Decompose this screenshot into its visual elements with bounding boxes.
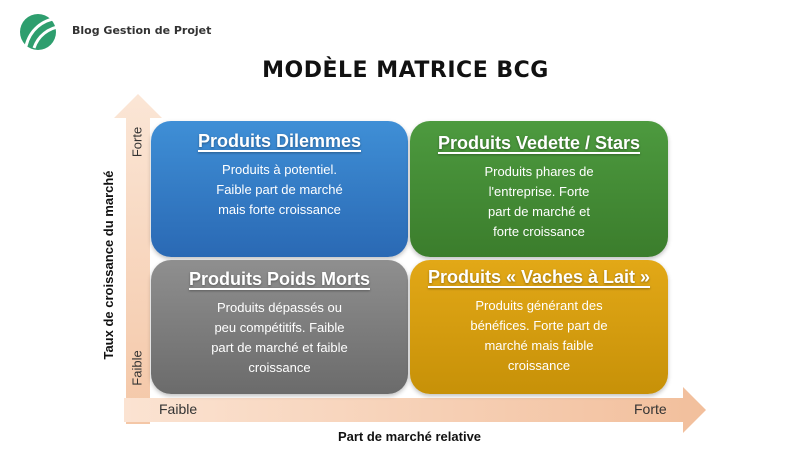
x-axis-high-label: Forte — [634, 401, 667, 417]
x-axis-label-text: Part de marché relative — [337, 429, 482, 444]
quadrant-poids-morts — [151, 260, 408, 394]
y-axis-label: Taux de croissance du marché — [101, 170, 116, 360]
quadrant-vaches-a-lait-title: Produits « Vaches à Lait » — [427, 267, 651, 287]
page-title: MODÈLE MATRICE BCG — [262, 58, 549, 83]
y-axis-high-label: Forte — [129, 126, 145, 158]
brand-name: Blog Gestion de Projet — [72, 23, 212, 37]
quadrant-dilemmes-text: Produits à potentiel. Faible part de marché mais forte croissance — [216, 162, 343, 217]
x-axis-low-label: Faible — [159, 401, 198, 417]
x-axis-label — [0, 429, 811, 444]
quadrant-vaches-a-lait-text: Produits générant des bénéfices. Forte part de marché mais faible croissance — [470, 298, 608, 373]
quadrant-stars — [410, 121, 668, 257]
quadrant-dilemmes-title: Produits Dilemmes — [197, 131, 362, 151]
quadrant-dilemmes — [151, 121, 408, 257]
quadrant-vaches-a-lait — [410, 260, 668, 394]
quadrant-poids-morts-title: Produits Poids Morts — [188, 269, 370, 289]
quadrant-stars-text: Produits phares de l'entreprise. Forte part de marché et forte croissance — [484, 164, 594, 239]
y-axis-low-label: Faible — [129, 350, 145, 386]
quadrant-stars-title: Produits Vedette / Stars — [437, 133, 641, 153]
quadrant-poids-morts-text: Produits dépassés ou peu compétitifs. Faible part de marché et faible croissance — [211, 300, 348, 375]
